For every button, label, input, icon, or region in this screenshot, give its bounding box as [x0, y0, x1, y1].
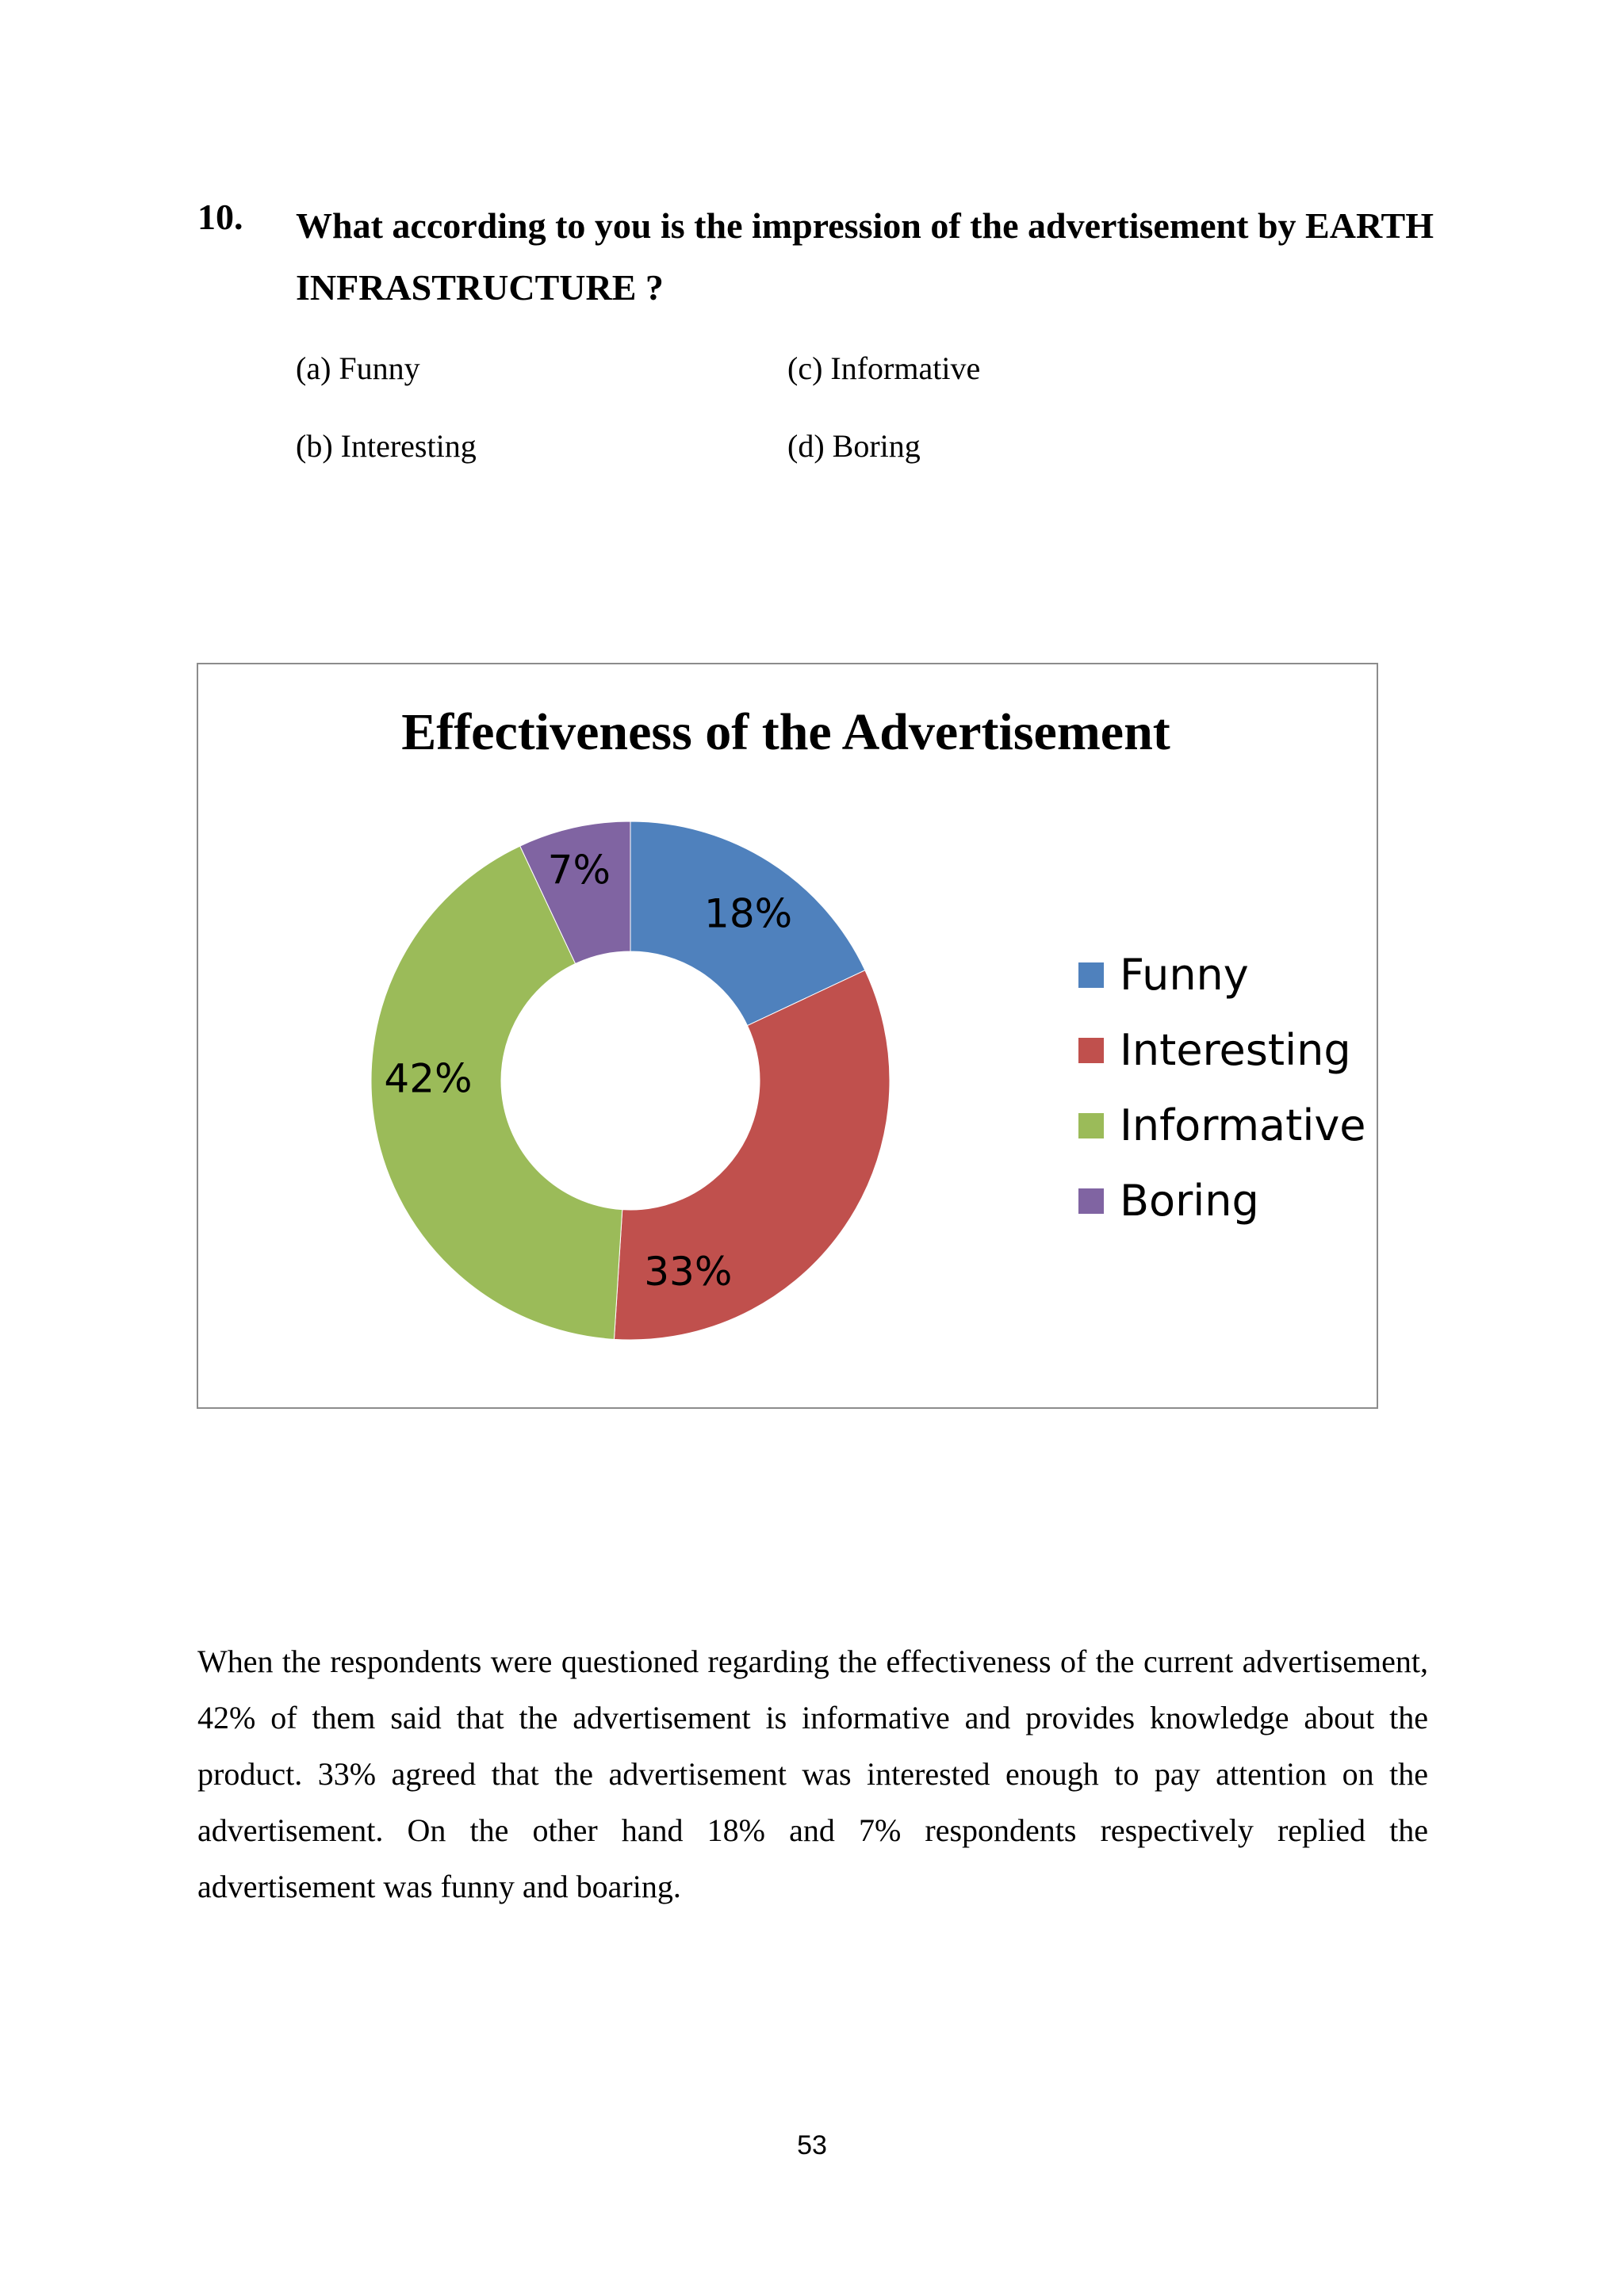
option-c: (c) Informative — [787, 350, 981, 386]
legend-item-funny — [1078, 937, 1366, 1012]
question-text: What according to you is the impression of the advertisement by EARTH INFRASTRUCTURE ? — [296, 205, 1434, 308]
legend-swatch — [1078, 1113, 1104, 1138]
option-b: (b) Interesting — [296, 428, 477, 464]
option-d: (d) Boring — [787, 428, 921, 464]
option-a: (a) Funny — [296, 350, 420, 386]
data-label-boring: 7% — [547, 847, 611, 894]
chart-title: Effectiveness of the Advertisement — [401, 703, 1170, 761]
legend-swatch — [1078, 1188, 1104, 1214]
data-label-interesting: 33% — [644, 1248, 733, 1295]
page-number: 53 — [797, 2130, 827, 2160]
legend-swatch — [1078, 962, 1104, 988]
legend-label: Interesting — [1120, 1025, 1351, 1075]
legend-swatch — [1078, 1038, 1104, 1063]
question-number: 10. — [197, 197, 243, 237]
legend-item-informative — [1078, 1088, 1366, 1163]
legend-item-boring — [1078, 1163, 1366, 1238]
legend-label: Funny — [1120, 950, 1249, 1000]
legend-item-interesting — [1078, 1012, 1366, 1088]
legend-label: Informative — [1120, 1100, 1366, 1150]
analysis-paragraph: When the respondents were questioned regarding the effectiveness of the current advertisement, 42% of them said that the advertisement is informative and provides knowledge about the product. 33% agreed that the advertisement was interested enough to pay attention on the advertisement. On the other hand 18% and 7% respondents respectively replied the advertisement was funny and boaring. — [197, 1644, 1428, 1904]
data-label-informative: 42% — [384, 1055, 473, 1102]
legend-label: Boring — [1120, 1176, 1259, 1226]
data-label-funny: 18% — [704, 890, 793, 937]
chart-legend — [1078, 937, 1366, 1238]
chart-frame — [197, 663, 1378, 1409]
